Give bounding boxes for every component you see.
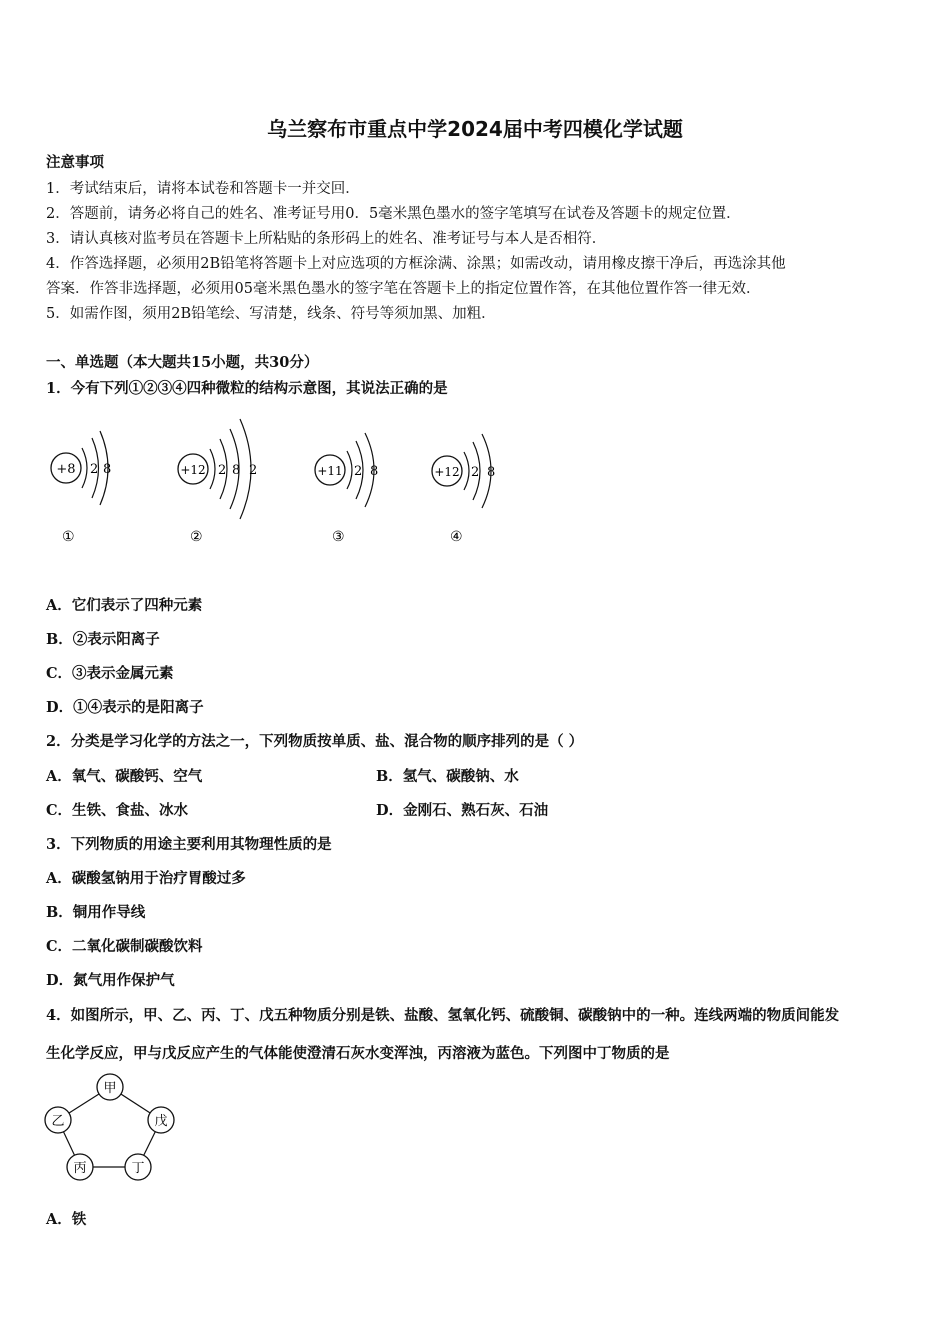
q3-option-a[interactable]: A．碳酸氢钠用于治疗胃酸过多	[46, 870, 246, 887]
q4-stem-line-1: 4．如图所示，甲、乙、丙、丁、戊五种物质分别是铁、盐酸、氢氧化钙、硫酸铜、碳酸钠中的一种。连线两端的物质间能发	[46, 1007, 840, 1024]
q3-option-b[interactable]: B．铜用作导线	[46, 904, 146, 921]
page-title: 乌兰察布市重点中学2024届中考四模化学试题	[267, 117, 683, 141]
q1-stem: 1．今有下列①②③④四种微粒的结构示意图，其说法正确的是	[46, 380, 448, 397]
atom-1	[51, 431, 111, 545]
atom-1-nucleus: +8	[56, 462, 76, 477]
section-heading: 一、单选题（本大题共15小题，共30分）	[46, 354, 319, 371]
atom-4	[432, 434, 495, 545]
q2-stem: 2．分类是学习化学的方法之一，下列物质按单质、盐、混合物的顺序排列的是（ ）	[46, 733, 584, 750]
atom-1-shell-1: 2	[90, 462, 99, 477]
notice-heading: 注意事项	[46, 154, 104, 171]
q1-option-a[interactable]: A．它们表示了四种元素	[46, 597, 203, 614]
atom-2-shell-3: 2	[249, 463, 258, 478]
q3-option-d[interactable]: D．氮气用作保护气	[46, 972, 175, 989]
node-yi: 乙	[51, 1114, 65, 1129]
atom-4-shell-1: 2	[471, 465, 480, 480]
atom-4-label: ④	[450, 529, 463, 545]
atom-2	[178, 419, 257, 545]
node-bing: 丙	[73, 1161, 87, 1176]
atom-3-label: ③	[332, 529, 345, 545]
atom-3-shell-2: 8	[370, 464, 379, 479]
q4-stem-line-2: 生化学反应，甲与戊反应产生的气体能使澄清石灰水变浑浊，丙溶液为蓝色。下列图中丁物质的是	[46, 1045, 670, 1062]
q3-option-c[interactable]: C．二氧化碳制碳酸饮料	[46, 938, 203, 955]
atom-4-shell-2: 8	[487, 465, 496, 480]
notice-item-4: 4．作答选择题，必须用2B铅笔将答题卡上对应选项的方框涂满、涂黑；如需改动，请用橡皮擦干净后，再选涂其他	[46, 256, 786, 272]
atom-2-shell-2: 8	[232, 463, 241, 478]
atom-1-shell-2: 8	[103, 462, 112, 477]
notice-item-1: 1．考试结束后，请将本试卷和答题卡一并交回．	[46, 181, 360, 197]
q3-stem: 3．下列物质的用途主要利用其物理性质的是	[46, 836, 332, 853]
atom-3-shell-1: 2	[354, 464, 363, 479]
atom-1-label: ①	[62, 529, 75, 545]
q4-option-a[interactable]: A．铁	[46, 1211, 87, 1228]
notice-item-5: 5．如需作图，须用2B铅笔绘、写清楚，线条、符号等须加黑、加粗．	[46, 306, 496, 322]
q2-option-c[interactable]: C．生铁、食盐、冰水	[46, 802, 189, 819]
q1-option-c[interactable]: C．③表示金属元素	[46, 665, 174, 682]
notice-item-4-cont: 答案．作答非选择题，必须用05毫米黑色墨水的签字笔在答题卡上的指定位置作答，在其他位置作答一律无效．	[46, 281, 761, 297]
atom-2-nucleus: +12	[180, 463, 206, 477]
reaction-pentagon-diagram	[40, 1070, 180, 1188]
notice-item-2: 2．答题前，请务必将自己的姓名、准考证号用0．5毫米黑色墨水的签字笔填写在试卷及答题卡的规定位置．	[46, 206, 741, 222]
q1-option-b[interactable]: B．②表示阳离子	[46, 631, 160, 648]
atom-4-nucleus: +12	[434, 465, 460, 479]
q2-option-a[interactable]: A．氧气、碳酸钙、空气	[46, 768, 203, 785]
atom-3	[315, 433, 378, 545]
q2-option-d[interactable]: D．金刚石、熟石灰、石油	[376, 802, 549, 819]
notice-item-3: 3．请认真核对监考员在答题卡上所粘贴的条形码上的姓名、准考证号与本人是否相符．	[46, 231, 607, 247]
atom-structure-diagrams	[40, 415, 520, 555]
atom-2-label: ②	[190, 529, 203, 545]
node-wu: 戊	[154, 1114, 168, 1129]
node-jia: 甲	[103, 1081, 117, 1096]
q2-option-b[interactable]: B．氢气、碳酸钠、水	[376, 768, 519, 785]
node-ding: 丁	[131, 1161, 145, 1176]
atom-2-shell-1: 2	[218, 463, 227, 478]
atom-3-nucleus: +11	[317, 464, 343, 478]
q1-option-d[interactable]: D．①④表示的是阳离子	[46, 699, 204, 716]
